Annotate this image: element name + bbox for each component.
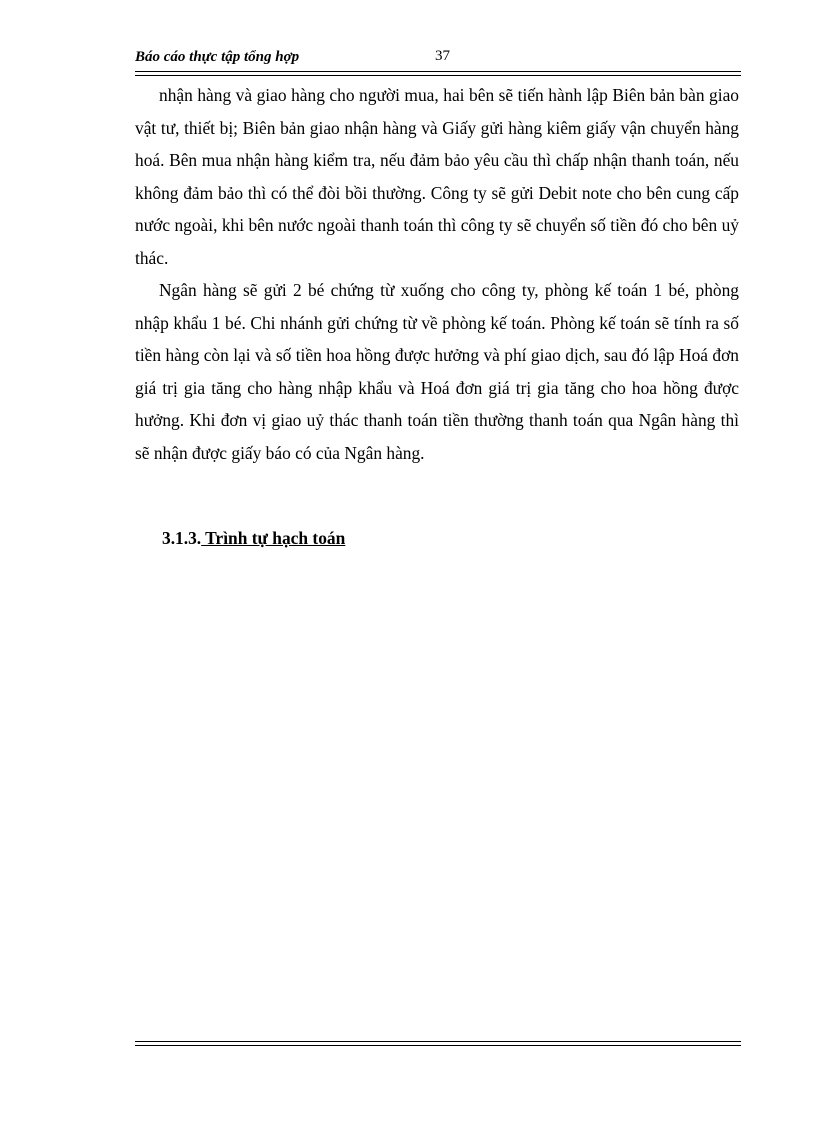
section-heading xyxy=(162,522,345,555)
paragraph-bank-documents: Ngân hàng sẽ gửi 2 bé chứng từ xuống cho công ty, phòng kế toán 1 bé, phòng nhập khẩu 1 bé. Chi nhánh gửi chứng từ về phòng kế toán. Phòng kế toán sẽ tính ra số tiền hàng còn lại và số tiền hoa hồng được hưởng và phí giao dịch, sau đó lập Hoá đơn giá trị gia tăng cho hàng nhập khẩu và Hoá đơn giá trị gia tăng cho hoa hồng được hưởng. Khi đơn vị giao uỷ thác thanh toán tiền thường thanh toán qua Ngân hàng thì sẽ nhận được giấy báo có của Ngân hàng. xyxy=(135,280,739,463)
page-number: 37 xyxy=(435,48,450,64)
page-header xyxy=(135,44,741,70)
footer-rule-thick xyxy=(135,1045,741,1046)
footer-rule-thin xyxy=(135,1041,741,1042)
section-title: Trình tự hạch toán xyxy=(201,528,346,548)
paragraph-continuation: nhận hàng và giao hàng cho người mua, hai bên sẽ tiến hành lập Biên bản bàn giao vật tư, thiết bị; Biên bản giao nhận hàng và Giấy gửi hàng kiêm giấy vận chuyển hàng hoá. Bên mua nhận hàng kiểm tra, nếu đảm bảo yêu cầu thì chấp nhận thanh toán, nếu không đảm bảo thì có thể đòi bồi thường. Công ty sẽ gửi Debit note cho bên cung cấp nước ngoài, khi bên nước ngoài thanh toán thì công ty sẽ chuyển số tiền đó cho bên uỷ thác. xyxy=(135,85,739,268)
header-rule-thick xyxy=(135,71,741,72)
header-rule-thin xyxy=(135,75,741,76)
report-title: Báo cáo thực tập tổng hợp xyxy=(135,49,300,65)
section-number: 3.1.3. xyxy=(162,528,202,548)
page-body xyxy=(135,79,739,548)
